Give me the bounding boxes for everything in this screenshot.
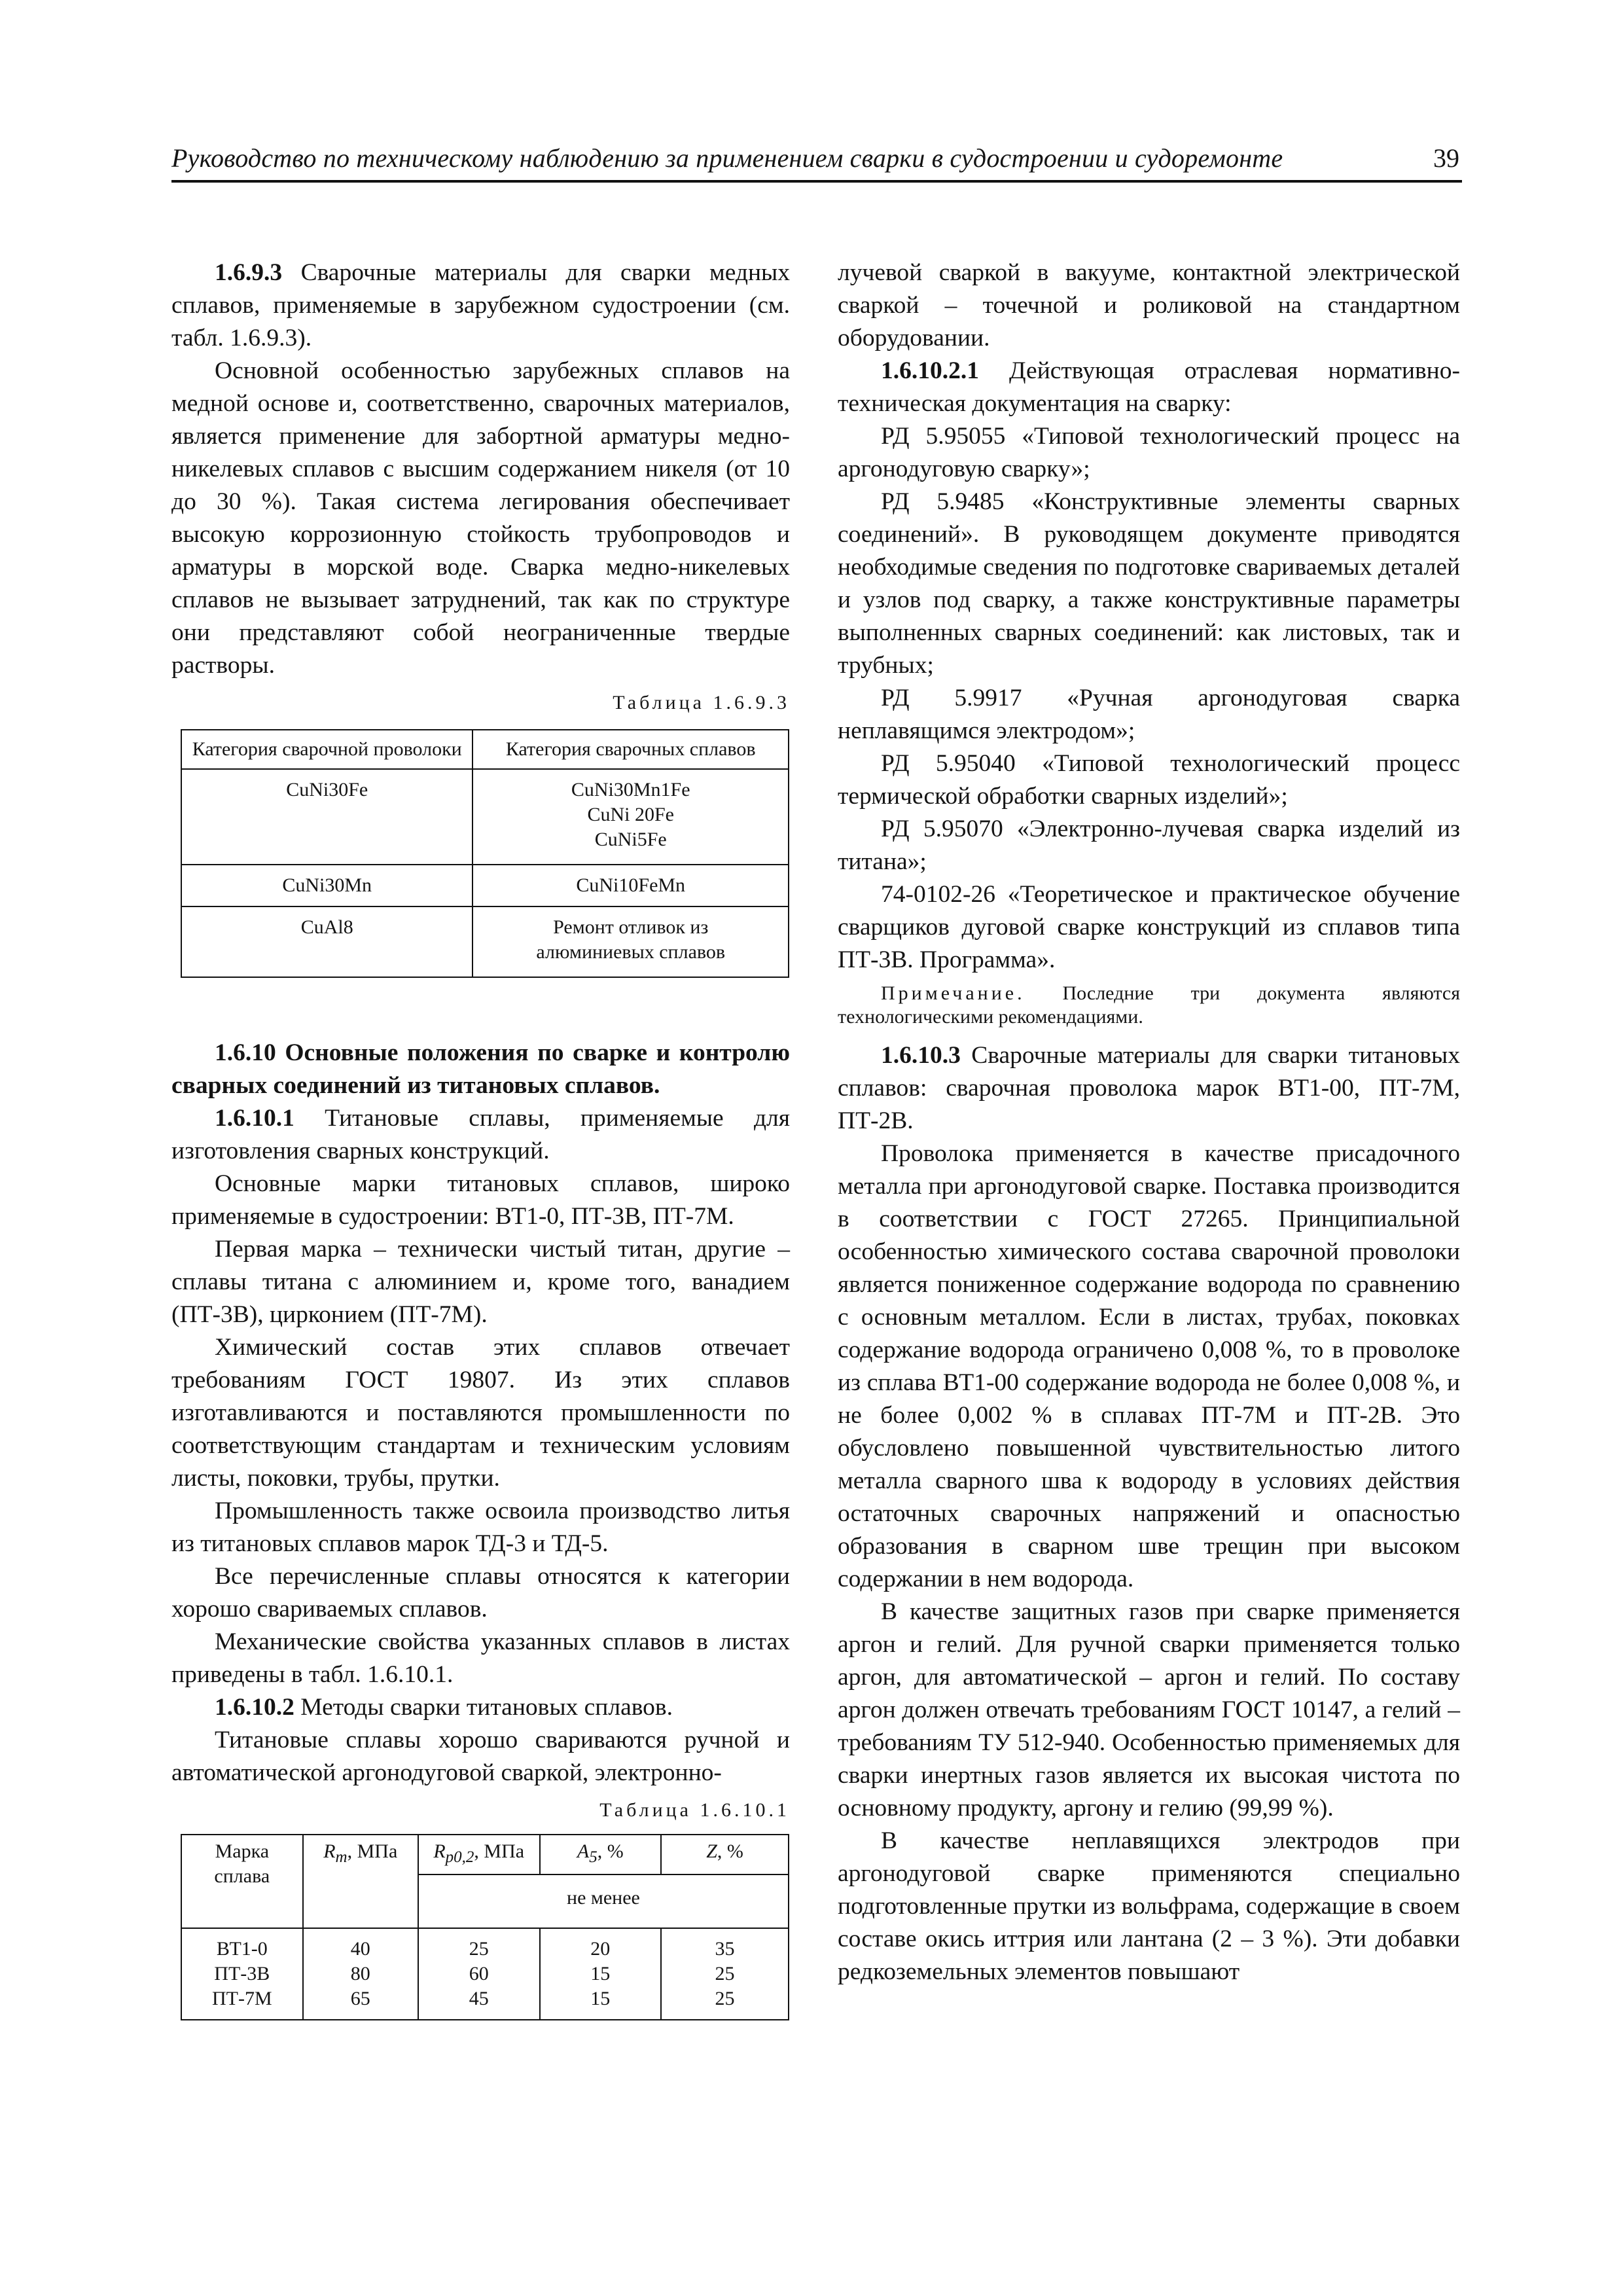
paragraph: РД 5.95055 «Типовой технологический процесс на аргонодуговую сварку»;: [838, 423, 1460, 482]
symbol: A: [577, 1840, 590, 1862]
table-cell: Ремонт отливок из алюминиевых сплавов: [473, 906, 789, 977]
table-cell: 20 15 15: [540, 1928, 662, 2020]
page-number: 39: [1433, 143, 1459, 173]
table-header-row: [181, 1835, 789, 1874]
paragraph-text: Действующая отраслевая нормативно-техническая документация на сварку:: [838, 357, 1460, 417]
spacer: [171, 978, 790, 1037]
paragraph: Первая марка – технически чистый титан, другие – сплавы титана с алюминием и, кроме того, ванадием (ПТ-3В), цирконием (ПТ-7М).: [171, 1236, 790, 1328]
table-header-cell: Категория сварочных сплавов: [473, 730, 789, 769]
table-cell: 40 80 65: [303, 1928, 418, 2020]
table-cell: ВТ1-0 ПТ-3В ПТ-7М: [181, 1928, 303, 2020]
running-header: [171, 141, 1462, 183]
paragraph: [171, 257, 790, 355]
note: [838, 982, 1460, 1029]
right-column: [838, 257, 1460, 1988]
table-caption: Таблица 1.6.9.3: [613, 692, 790, 713]
symbol: R: [433, 1840, 446, 1862]
section-number: 1.6.10.1: [215, 1105, 294, 1132]
paragraph-text: Сварочные материалы для сварки титановых сплавов: сварочная проволока марок ВТ1-00, ПТ-7М, ПТ-2В.: [838, 1042, 1460, 1134]
table-row: [181, 906, 789, 977]
paragraph: Проволока применяется в качестве присадочного металла при аргонодуговой сварке. Поставка производится в соответствии с ГОСТ 27265. Принципиальной особенностью химического состава сварочной проволоки является пониженное содержание водорода по сравнению с основным металлом. Если в листах, трубах, поковках содержание водорода ограничено 0,008 %, то в проволоке из сплава ВТ1-00 содержание водорода не более 0,008 %, и не более 0,002 % в сплавах ПТ-7М и ПТ-2В. Это обусловлено повышенной чувствительностью литого металла сварного шва к водороду в условиях действия остаточных сварочных напряжений и опасностью образования в сварном шве трещин при высоком содержании в нем водорода.: [838, 1140, 1460, 1592]
paragraph: [171, 1102, 790, 1168]
table-header-cell: [661, 1835, 789, 1874]
table-header-cell: не менее: [418, 1874, 789, 1928]
paragraph: Все перечисленные сплавы относятся к категории хорошо свариваемых сплавов.: [171, 1563, 790, 1623]
paragraph: [838, 355, 1460, 420]
paragraph: [838, 1039, 1460, 1138]
table-header-cell: Марка сплава: [181, 1835, 303, 1928]
paragraph: РД 5.95040 «Типовой технологический процесс термической обработки сварных изделий»;: [838, 750, 1460, 810]
table-cell: CuAl8: [181, 906, 473, 977]
paragraph: Химический состав этих сплавов отвечает требованиям ГОСТ 19807. Из этих сплавов изготавливаются и поставляются промышленности по соответствующим стандартам и техническим условиям листы, поковки, трубы, прутки.: [171, 1334, 790, 1492]
table-cell: CuNi30Mn: [181, 865, 473, 906]
paragraph: 74-0102-26 «Теоретическое и практическое обучение сварщиков дуговой сварке конструкций из сплавов типа ПТ-3В. Программа».: [838, 881, 1460, 973]
left-column: [171, 257, 790, 2020]
paragraph-text: Сварочные материалы для сварки медных сплавов, применяемые в зарубежном судостроении (см. табл. 1.6.9.3).: [171, 259, 790, 351]
subscript: 5: [589, 1848, 597, 1866]
paragraph: Титановые сплавы хорошо свариваются ручной и автоматической аргонодуговой сваркой, электронно-: [171, 1727, 790, 1786]
paragraph: РД 5.9917 «Ручная аргонодуговая сварка неплавящимся электродом»;: [838, 685, 1460, 744]
section-number: 1.6.10.2.1: [881, 357, 979, 384]
table-cell: CuNi30Mn1Fe CuNi 20Fe CuNi5Fe: [473, 769, 789, 865]
table-header-cell: Категория сварочной проволоки: [181, 730, 473, 769]
paragraph: Основной особенностью зарубежных сплавов на медной основе и, соответственно, сварочных материалов, является применение для забортной арматуры медно-никелевых сплавов с высшим содержанием никеля (от 10 до 30 %). Такая система легирования обеспечивает высокую коррозионную стойкость трубопроводов и арматуры в морской воде. Сварка медно-никелевых сплавов не вызывает затруднений, так как по структуре они представляют собой неограниченные твердые растворы.: [171, 357, 790, 679]
paragraph: Механические свойства указанных сплавов в листах приведены в табл. 1.6.10.1.: [171, 1628, 790, 1688]
section-number: 1.6.10.3: [881, 1042, 961, 1069]
table-header-cell: [418, 1835, 540, 1874]
paragraph: РД 5.9485 «Конструктивные элементы сварных соединений». В руководящем документе приводятся необходимые сведения по подготовке свариваемых деталей и узлов под сварку, а также конструктивные параметры выполненных сварных соединений: как листовых, так и трубных;: [838, 488, 1460, 679]
table-header-row: [181, 730, 789, 769]
unit: , МПа: [347, 1840, 398, 1862]
section-number: 1.6.9.3: [215, 259, 283, 286]
unit: , %: [717, 1840, 743, 1862]
note-label: Примечание.: [881, 982, 1026, 1004]
paragraph: [171, 1691, 790, 1724]
unit: , %: [597, 1840, 624, 1862]
paragraph: Промышленность также освоила производство литья из титановых сплавов марок ТД-3 и ТД-5.: [171, 1498, 790, 1557]
table-header-cell: [540, 1835, 662, 1874]
table-header-cell: [303, 1835, 418, 1928]
table-cell: 25 60 45: [418, 1928, 540, 2020]
subscript: m: [335, 1848, 348, 1866]
table-row: [181, 769, 789, 865]
paragraph: лучевой сваркой в вакууме, контактной электрической сваркой – точечной и роликовой на стандартном оборудовании.: [838, 259, 1460, 351]
unit: , МПа: [474, 1840, 525, 1862]
running-title: Руководство по техническому наблюдению за применением сварки в судостроении и судоремонте: [171, 143, 1283, 173]
paragraph: Основные марки титановых сплавов, широко применяемые в судостроении: ВТ1-0, ПТ-3В, ПТ-7М.: [171, 1170, 790, 1230]
symbol: R: [323, 1840, 336, 1862]
welding-wire-table: [181, 729, 789, 978]
section-number: 1.6.10.2: [215, 1694, 294, 1721]
table-caption: Таблица 1.6.10.1: [599, 1799, 790, 1821]
paragraph-text: Методы сварки титановых сплавов.: [294, 1694, 673, 1721]
paragraph: РД 5.95070 «Электронно-лучевая сварка изделий из титана»;: [838, 816, 1460, 875]
paragraph: В качестве защитных газов при сварке применяется аргон и гелий. Для ручной сварки применяется только аргон, для автоматической – аргон и гелий. По составу аргон должен отвечать требованиям ГОСТ 10147, а гелий – требованиям ТУ 512-940. Особенностью применяемых для сварки инертных газов является их высокая чистота по основному продукту, аргону и гелию (99,99 %).: [838, 1598, 1460, 1821]
table-row: [181, 1928, 789, 2020]
table-row: [181, 865, 789, 906]
mechanical-properties-table: [181, 1834, 789, 2020]
table-cell: CuNi30Fe: [181, 769, 473, 865]
paragraph-text: Титановые сплавы, применяемые для изготовления сварных конструкций.: [171, 1105, 790, 1164]
table-cell: 35 25 25: [661, 1928, 789, 2020]
table-cell: CuNi10FeMn: [473, 865, 789, 906]
section-heading: 1.6.10 Основные положения по сварке и контролю сварных соединений из титановых сплавов.: [171, 1039, 790, 1099]
subscript: p0,2: [445, 1848, 474, 1866]
symbol: Z: [706, 1840, 717, 1862]
note-text: Последние три документа являются технологическими рекомендациями.: [838, 982, 1460, 1028]
paragraph: В качестве неплавящихся электродов при аргонодуговой сварке применяются специально подготовленные прутки из вольфрама, содержащие в своем составе окись иттрия или лантана (2 – 3 %). Эти добавки редкоземельных элементов повышают: [838, 1827, 1460, 1985]
